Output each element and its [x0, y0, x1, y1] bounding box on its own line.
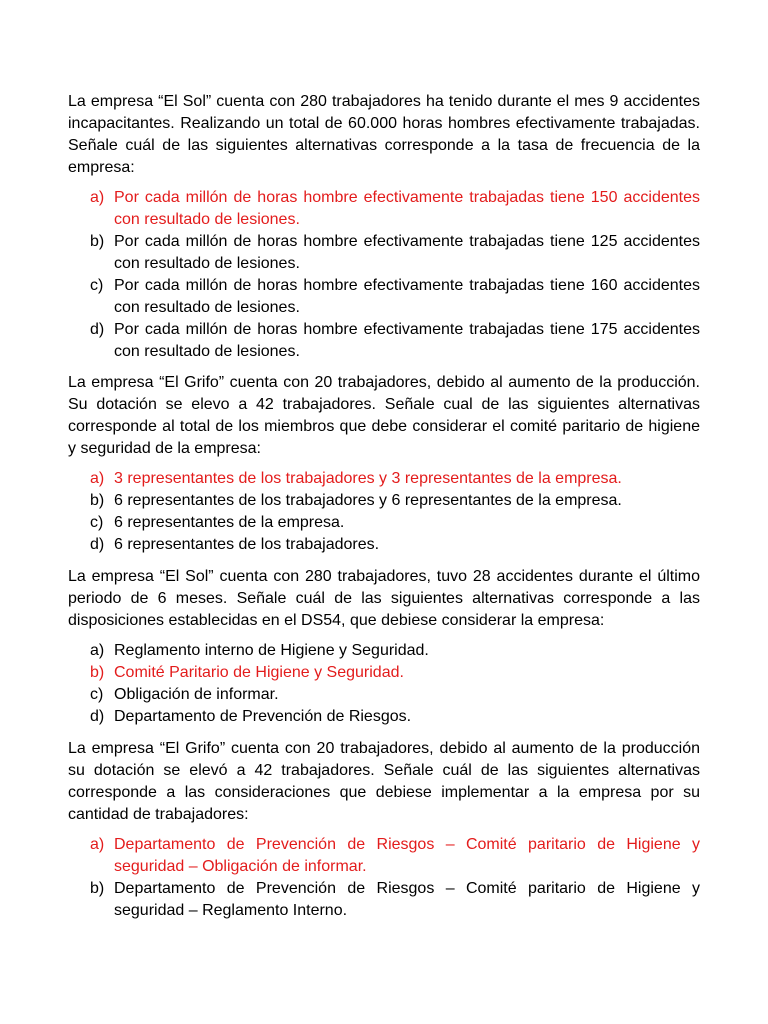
- question-1-stem: La empresa “El Sol” cuenta con 280 trabajadores ha tenido durante el mes 9 accidentes incapacitantes. Realizando un total de 60.000 horas hombres efectivamente trabajadas. Señale cuál de las siguientes alternativas corresponde a la tasa de frecuencia de la empresa:: [68, 93, 700, 176]
- option-letter: c): [90, 514, 104, 531]
- option-text: Departamento de Prevención de Riesgos – Comité paritario de Higiene y seguridad – Reglamento Interno.: [114, 880, 700, 919]
- option-letter: b): [90, 492, 105, 509]
- option-3b: [90, 662, 700, 684]
- option-letter: c): [90, 277, 104, 294]
- option-text: 6 representantes de la empresa.: [114, 514, 345, 531]
- question-3-options: [68, 640, 700, 728]
- question-3: [68, 566, 700, 728]
- option-letter: b): [90, 664, 105, 681]
- option-letter: d): [90, 321, 105, 338]
- option-2a: [90, 468, 700, 490]
- option-letter: b): [90, 233, 105, 250]
- question-4-options: [68, 834, 700, 922]
- question-4: [68, 738, 700, 922]
- option-text: Obligación de informar.: [114, 686, 279, 703]
- option-1d: [90, 319, 700, 363]
- option-text: Por cada millón de horas hombre efectivamente trabajadas tiene 125 accidentes con resultado de lesiones.: [114, 233, 700, 272]
- option-1a: [90, 187, 700, 231]
- option-letter: b): [90, 880, 105, 897]
- option-4a: [90, 834, 700, 878]
- question-2: [68, 372, 700, 556]
- question-1-options: [68, 187, 700, 363]
- option-2d: [90, 534, 700, 556]
- option-letter: d): [90, 708, 105, 725]
- option-3c: [90, 684, 700, 706]
- option-text: 3 representantes de los trabajadores y 3 representantes de la empresa.: [114, 470, 622, 487]
- option-text: 6 representantes de los trabajadores.: [114, 536, 380, 553]
- question-2-stem: La empresa “El Grifo” cuenta con 20 trabajadores, debido al aumento de la producción. Su dotación se elevo a 42 trabajadores. Señale cual de las siguientes alternativas corresponde al total de los miembros que debe considerar el comité paritario de higiene y seguridad de la empresa:: [68, 374, 700, 457]
- option-1c: [90, 275, 700, 319]
- question-2-options: [68, 468, 700, 556]
- question-3-stem: La empresa “El Sol” cuenta con 280 trabajadores, tuvo 28 accidentes durante el último periodo de 6 meses. Señale cuál de las siguientes alternativas corresponde a las disposiciones establecidas en el DS54, que debiese considerar la empresa:: [68, 568, 700, 629]
- option-text: Departamento de Prevención de Riesgos – Comité paritario de Higiene y seguridad – Obligación de informar.: [114, 836, 700, 875]
- option-text: Por cada millón de horas hombre efectivamente trabajadas tiene 150 accidentes con resultado de lesiones.: [114, 189, 700, 228]
- option-letter: d): [90, 536, 105, 553]
- option-1b: [90, 231, 700, 275]
- option-text: Por cada millón de horas hombre efectivamente trabajadas tiene 160 accidentes con resultado de lesiones.: [114, 277, 700, 316]
- option-3a: [90, 640, 700, 662]
- question-4-stem: La empresa “El Grifo” cuenta con 20 trabajadores, debido al aumento de la producción su dotación se elevó a 42 trabajadores. Señale cuál de las siguientes alternativas corresponde a las consideraciones que debiese implementar a la empresa por su cantidad de trabajadores:: [68, 740, 700, 823]
- option-letter: a): [90, 642, 105, 659]
- option-letter: a): [90, 189, 105, 206]
- option-2c: [90, 512, 700, 534]
- option-text: Departamento de Prevención de Riesgos.: [114, 708, 412, 725]
- question-1: [68, 91, 700, 363]
- option-letter: a): [90, 836, 105, 853]
- option-text: Por cada millón de horas hombre efectivamente trabajadas tiene 175 accidentes con resultado de lesiones.: [114, 321, 700, 360]
- option-3d: [90, 706, 700, 728]
- option-text: Reglamento interno de Higiene y Seguridad.: [114, 642, 429, 659]
- option-letter: c): [90, 686, 104, 703]
- option-letter: a): [90, 470, 105, 487]
- option-4b: [90, 878, 700, 922]
- option-text: Comité Paritario de Higiene y Seguridad.: [114, 664, 404, 681]
- option-2b: [90, 490, 700, 512]
- option-text: 6 representantes de los trabajadores y 6 representantes de la empresa.: [114, 492, 622, 509]
